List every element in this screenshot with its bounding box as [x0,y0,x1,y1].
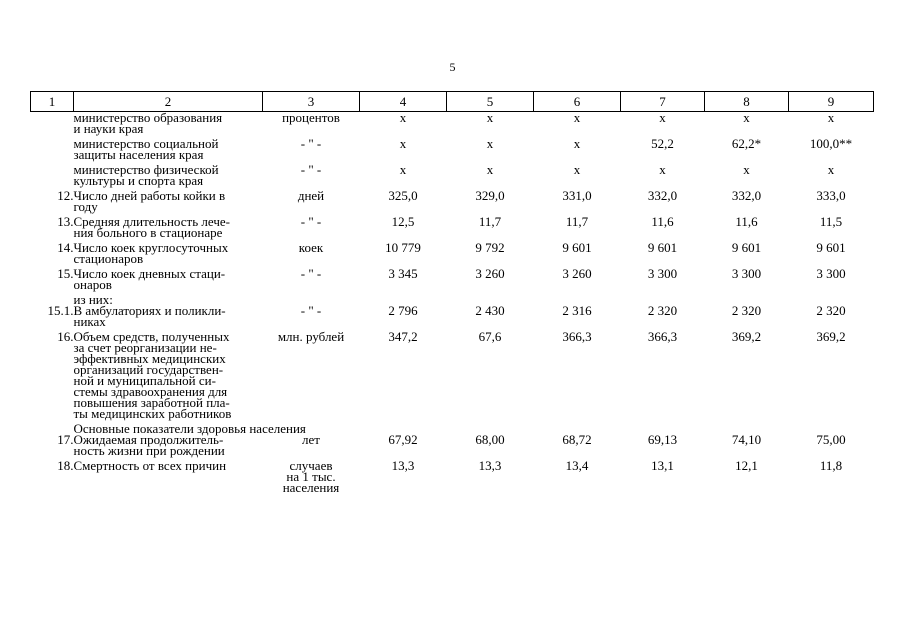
value-cell: 329,0 [475,188,505,203]
value-cell: 2 796 [388,303,418,318]
text-line: Число дней работы койки в [73,188,226,203]
indicator-name [74,460,263,497]
value-cell: 100,0** [809,136,853,151]
text-line: повышения заработной пла- [73,395,230,410]
value-cell: 366,3 [647,329,678,344]
column-number: 7 [621,92,705,112]
value-cell: 75,00 [816,432,846,447]
value-cell: 3 260 [475,266,505,281]
text-line: - " - [300,266,322,281]
value-cell: х [827,110,835,125]
text-line: Объем средств, полученных [73,329,230,344]
column-number: 3 [263,92,360,112]
unit-of-measure [263,242,360,268]
indicator-name [74,331,263,423]
value-cell: 52,2 [651,136,674,151]
value-cell: 2 430 [475,303,505,318]
row-number: 14. [57,240,74,255]
row-number: 15.1. [47,303,74,318]
section-heading: Основные показатели здоровья населения [73,421,306,436]
table-row [31,305,874,331]
value-cell: 2 320 [816,303,846,318]
unit-of-measure [263,331,360,423]
unit-of-measure [263,305,360,331]
indicators-table [30,91,874,497]
value-cell: 12,5 [391,214,415,229]
value-cell: х [743,110,750,125]
column-number: 8 [705,92,789,112]
subheading: из них: [73,292,113,307]
indicator-name [74,268,263,294]
text-line: организаций государствен- [73,362,224,377]
unit-of-measure [263,164,360,190]
indicator-name [74,164,263,190]
value-cell: 369,2 [731,329,762,344]
value-cell: 333,0 [816,188,846,203]
value-cell: 366,3 [562,329,592,344]
value-cell: 3 260 [562,266,592,281]
value-cell: 9 792 [475,240,505,255]
table-row [31,268,874,294]
value-cell: х [659,162,666,177]
text-line: ты медицинских работников [73,406,232,421]
table-row [31,434,874,460]
text-line: - " - [300,136,322,151]
value-cell: 9 601 [731,240,762,255]
value-cell: 3 300 [731,266,762,281]
value-cell: 74,10 [731,432,762,447]
column-number-row [31,92,874,112]
value-cell: 9 601 [816,240,846,255]
text-line: - " - [300,303,322,318]
indicator-name [74,112,263,139]
text-line: Ожидаемая продолжитель- [73,432,224,447]
value-cell: 9 601 [647,240,678,255]
indicator-name [74,305,263,331]
value-cell: 12,1 [735,458,758,473]
value-cell: х [573,136,581,151]
row-number: 13. [57,214,74,229]
value-cell: 11,7 [478,214,502,229]
row-number [31,112,74,139]
text-line: - " - [300,162,322,177]
value-cell: 3 300 [816,266,846,281]
value-cell: 3 345 [388,266,418,281]
text-line: защиты населения края [73,147,204,162]
unit-of-measure [263,460,360,497]
table-row [31,112,874,139]
row-number: 16. [57,329,74,344]
value-cell: х [573,162,581,177]
text-line: министерство социальной [73,136,219,151]
unit-of-measure [263,268,360,294]
text-line: году [73,199,98,214]
unit-of-measure [263,112,360,139]
text-line: ния больного в стационаре [73,225,223,240]
text-line: населения [282,480,340,495]
value-cell: 11,5 [819,214,843,229]
table-body [31,112,874,498]
value-cell: 13,4 [565,458,589,473]
value-cell: 10 779 [385,240,421,255]
text-line: В амбулаториях и поликли- [73,303,226,318]
table-row [31,460,874,497]
text-line: стационаров [73,251,144,266]
text-line: Число коек дневных стаци- [73,266,226,281]
table-row [31,164,874,190]
value-cell: 347,2 [388,329,418,344]
table-row [31,190,874,216]
text-line: Смертность от всех причин [73,458,227,473]
indicator-name [74,434,263,460]
value-cell: 68,72 [562,432,592,447]
text-line: министерство образования [73,110,223,125]
value-cell: 67,6 [478,329,502,344]
text-line: ной и муниципальной си- [73,373,216,388]
value-cell: 331,0 [562,188,592,203]
text-line: стемы здравоохранения для [73,384,228,399]
unit-of-measure [263,138,360,164]
value-cell: 68,00 [475,432,505,447]
value-cell: 11,7 [565,214,589,229]
indicator-name [74,190,263,216]
column-number: 9 [789,92,874,112]
column-number: 5 [447,92,534,112]
value-cell: 2 320 [731,303,762,318]
value-cell: х [659,110,666,125]
value-cell: 11,6 [651,214,674,229]
text-line: ность жизни при рождении [73,443,225,458]
text-line: никах [73,314,106,329]
value-cell: х [486,162,494,177]
text-line: культуры и спорта края [73,173,204,188]
unit-of-measure [263,216,360,242]
value-cell: х [399,162,407,177]
value-cell: 13,1 [651,458,674,473]
row-number: 18. [57,458,74,473]
value-cell: 9 601 [562,240,592,255]
text-line: коек [298,240,324,255]
indicator-name [74,138,263,164]
value-cell: х [827,162,835,177]
value-cell: 13,3 [478,458,502,473]
value-cell: х [399,136,407,151]
row-number: 12. [57,188,74,203]
text-line: процентов [282,110,340,125]
text-line: эффективных медицинских [73,351,226,366]
row-number [31,164,74,190]
value-cell: х [573,110,581,125]
value-cell: х [486,136,494,151]
value-cell: 332,0 [731,188,762,203]
column-number: 6 [534,92,621,112]
value-cell: 2 316 [562,303,592,318]
column-number: 2 [74,92,263,112]
text-line: лет [302,432,320,447]
unit-of-measure [263,190,360,216]
text-line: на 1 тыс. [286,469,336,484]
table-row [31,138,874,164]
table-row [31,216,874,242]
text-line: за счет реорганизации не- [73,340,217,355]
text-line: онаров [73,277,112,292]
page-number: 5 [449,60,456,74]
text-line: Средняя длительность лече- [73,214,230,229]
value-cell: 67,92 [388,432,418,447]
text-line: Число коек круглосуточных [73,240,229,255]
row-number: 17. [57,432,74,447]
table-row [31,242,874,268]
text-line: министерство физической [73,162,219,177]
indicator-name [74,242,263,268]
value-cell: х [399,110,407,125]
value-cell: 332,0 [647,188,678,203]
value-cell: 69,13 [647,432,678,447]
row-number [31,138,74,164]
table-row [31,331,874,423]
value-cell: 11,8 [819,458,843,473]
value-cell: х [486,110,494,125]
column-number: 1 [31,92,74,112]
row-number: 15. [57,266,74,281]
value-cell: х [743,162,750,177]
indicator-name [74,216,263,242]
value-cell: 13,3 [391,458,415,473]
text-line: случаев [289,458,333,473]
value-cell: 62,2* [731,136,762,151]
value-cell: 11,6 [735,214,758,229]
value-cell: 369,2 [816,329,846,344]
value-cell: 3 300 [647,266,678,281]
text-line: - " - [300,214,322,229]
value-cell: 325,0 [388,188,418,203]
column-number: 4 [360,92,447,112]
text-line: и науки края [73,121,144,136]
value-cell: 2 320 [647,303,678,318]
unit-of-measure [263,434,360,460]
text-line: млн. рублей [277,329,345,344]
text-line: дней [297,188,325,203]
